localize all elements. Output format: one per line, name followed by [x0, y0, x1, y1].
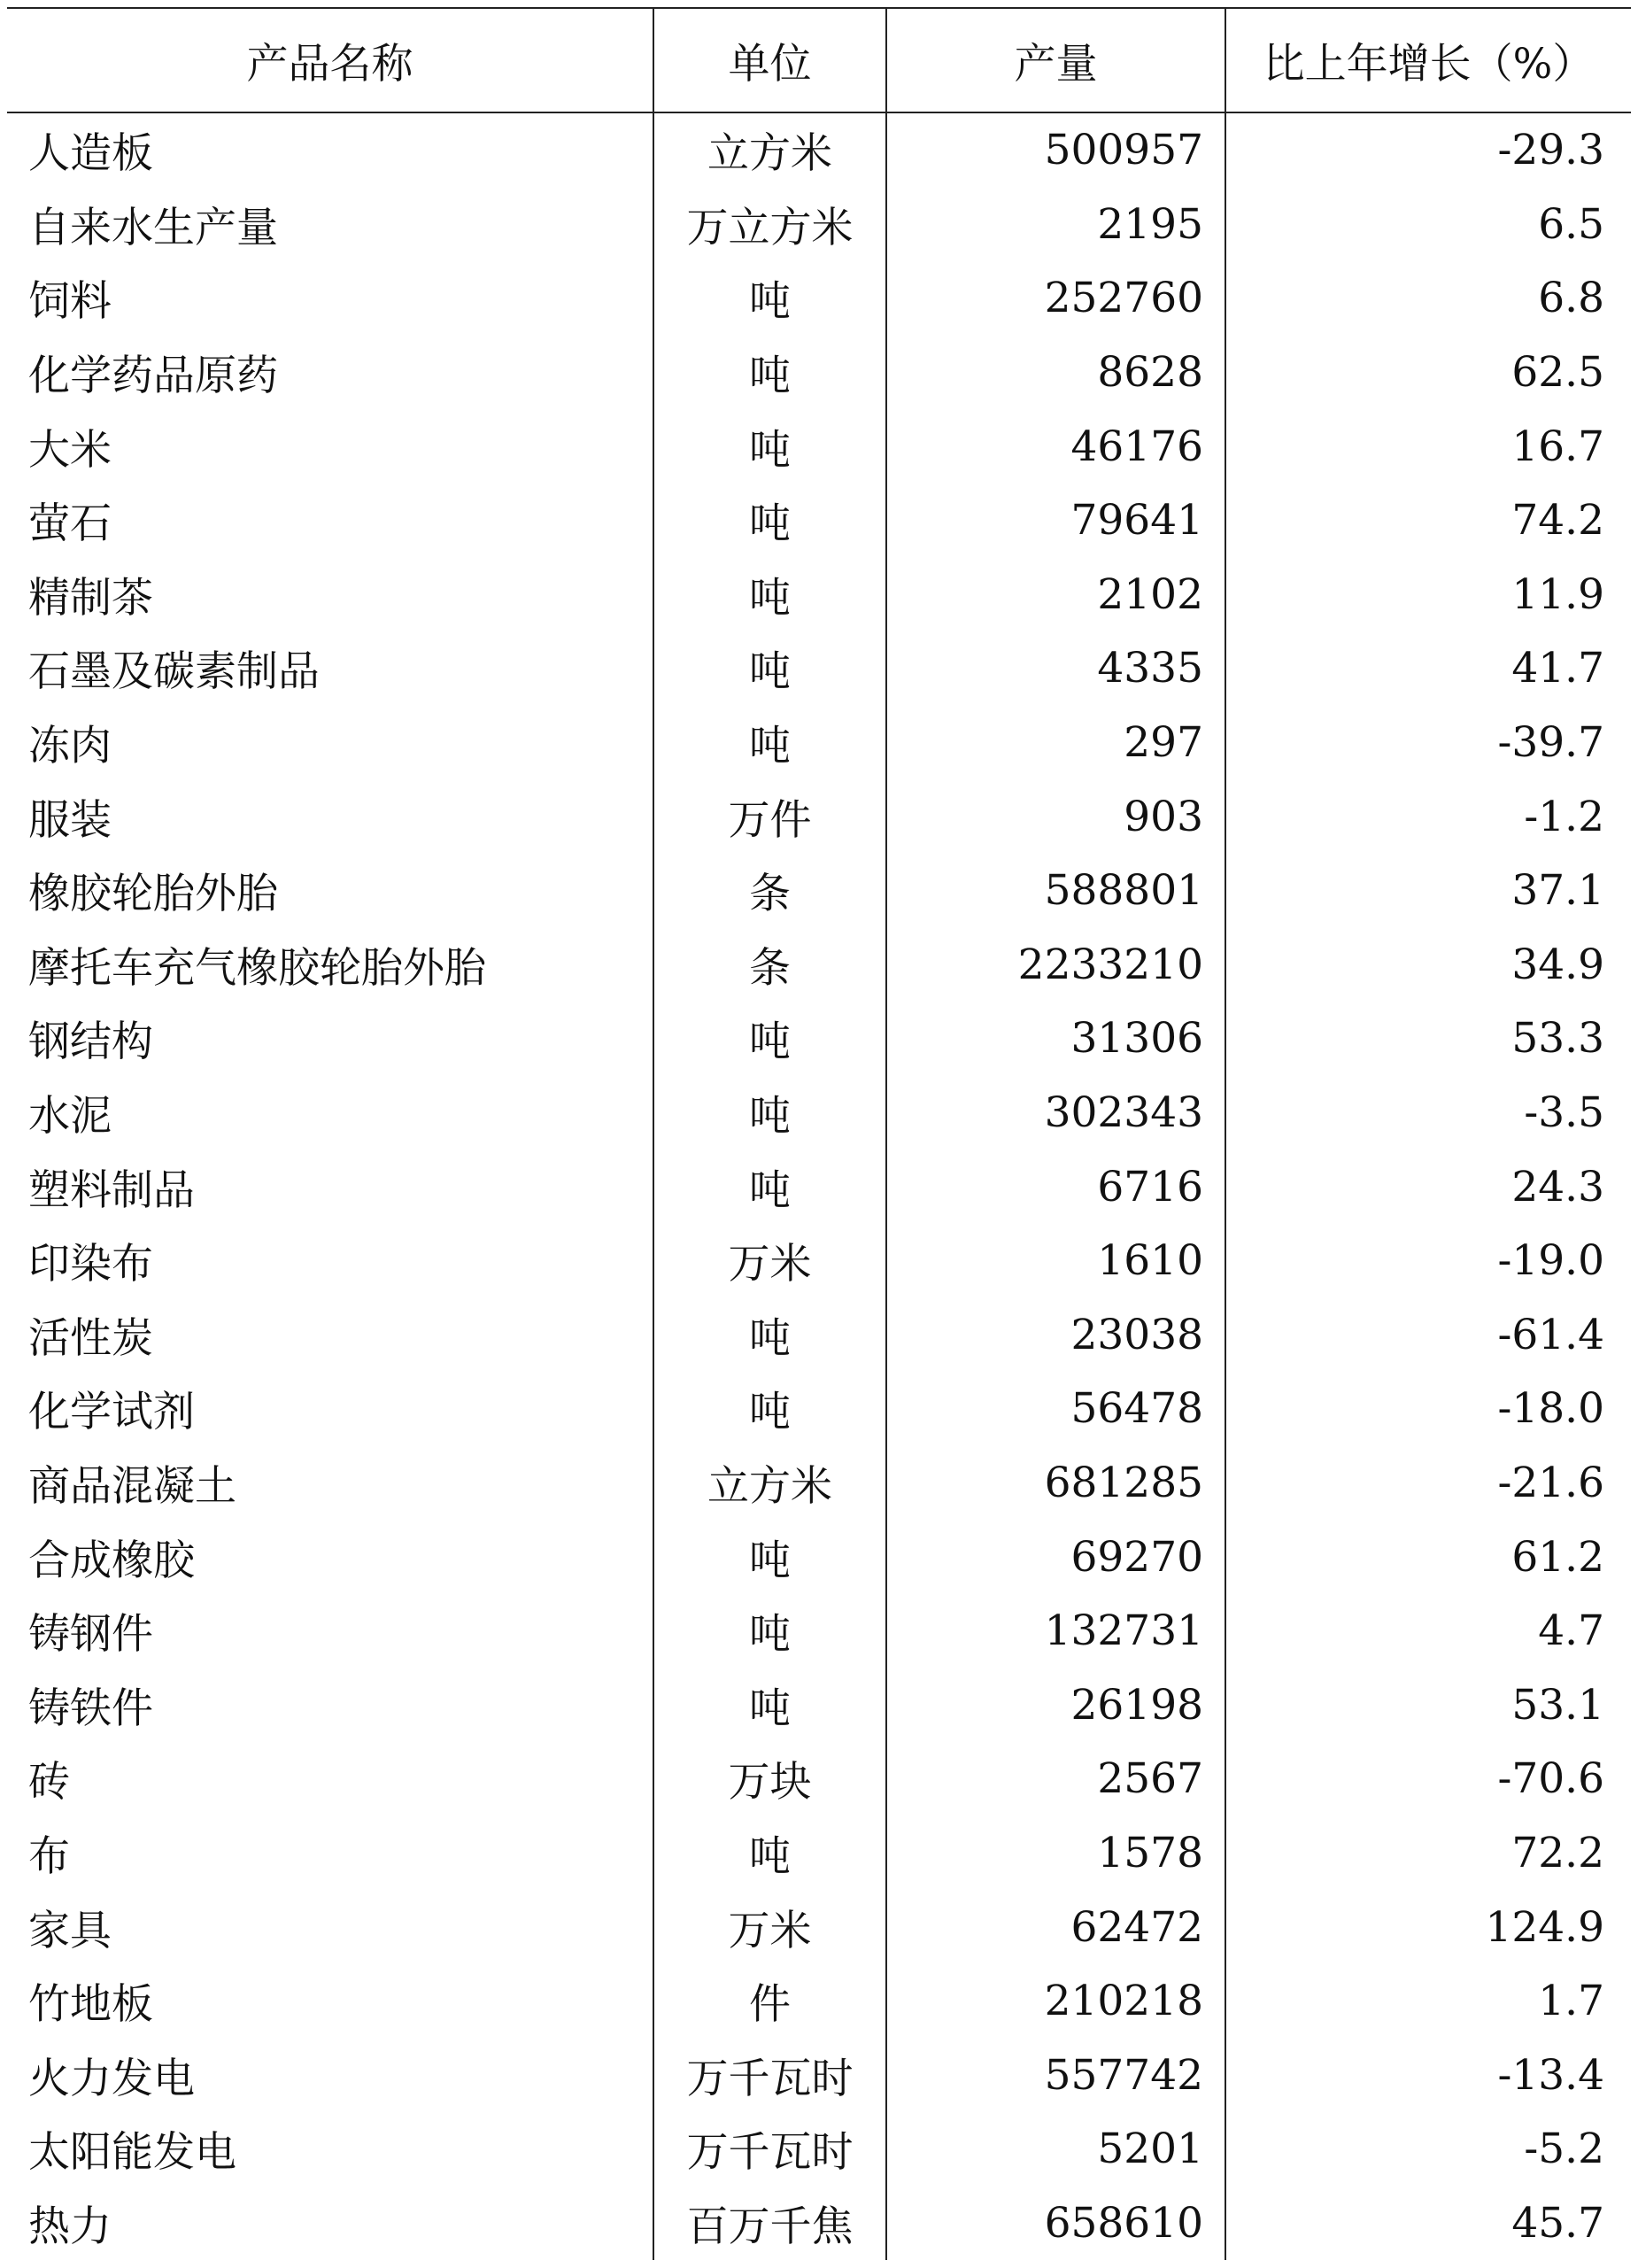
- quantity-cell: 62472: [886, 1890, 1225, 1964]
- unit-cell: 吨: [653, 631, 886, 706]
- table-row: [7, 854, 1631, 928]
- unit-cell: 立方米: [653, 112, 886, 188]
- growth-cell: 53.1: [1225, 1668, 1631, 1742]
- growth-cell: 4.7: [1225, 1594, 1631, 1668]
- product-name-cell: 活性炭: [28, 1313, 153, 1363]
- growth-cell: -29.3: [1225, 112, 1631, 188]
- quantity-cell: 588801: [886, 854, 1225, 928]
- product-name-cell: 家具: [28, 1906, 112, 1955]
- product-name-cell: 精制茶: [28, 573, 153, 623]
- product-output-table: [7, 7, 1631, 2260]
- table-header: [7, 8, 1631, 112]
- growth-cell: 72.2: [1225, 1816, 1631, 1891]
- table-row: [7, 409, 1631, 484]
- growth-cell: 124.9: [1225, 1890, 1631, 1964]
- product-name-cell: 合成橡胶: [28, 1536, 195, 1585]
- table-row: [7, 1964, 1631, 2039]
- product-name-cell: 大米: [28, 425, 112, 475]
- unit-cell: 吨: [653, 1149, 886, 1224]
- table-row: [7, 2038, 1631, 2112]
- quantity-cell: 252760: [886, 261, 1225, 336]
- unit-cell: 件: [653, 1964, 886, 2039]
- product-name-cell: 饲料: [28, 277, 112, 327]
- table-row: [7, 2112, 1631, 2187]
- unit-cell: 万千瓦时: [653, 2038, 886, 2112]
- growth-cell: 24.3: [1225, 1149, 1631, 1224]
- unit-cell: 吨: [653, 706, 886, 780]
- header-growth: 比上年增长（%）: [1225, 8, 1631, 112]
- quantity-cell: 903: [886, 779, 1225, 854]
- unit-cell: 吨: [653, 1372, 886, 1446]
- quantity-cell: 23038: [886, 1298, 1225, 1373]
- quantity-cell: 31306: [886, 1002, 1225, 1076]
- product-name-cell: 热力: [28, 2202, 112, 2251]
- product-name-cell: 摩托车充气橡胶轮胎外胎: [28, 943, 486, 993]
- growth-cell: 41.7: [1225, 631, 1631, 706]
- product-name-cell: 萤石: [28, 499, 112, 549]
- product-name-cell: 布: [28, 1831, 70, 1881]
- quantity-cell: 1578: [886, 1816, 1225, 1891]
- unit-cell: 吨: [653, 1594, 886, 1668]
- unit-cell: 万米: [653, 1890, 886, 1964]
- growth-cell: 6.5: [1225, 188, 1631, 262]
- growth-cell: 37.1: [1225, 854, 1631, 928]
- growth-cell: 11.9: [1225, 558, 1631, 632]
- table-row: [7, 484, 1631, 558]
- product-name-cell: 竹地板: [28, 1980, 153, 2030]
- quantity-cell: 500957: [886, 112, 1225, 188]
- header-unit: 单位: [653, 8, 886, 112]
- quantity-cell: 26198: [886, 1668, 1225, 1742]
- quantity-cell: 297: [886, 706, 1225, 780]
- quantity-cell: 56478: [886, 1372, 1225, 1446]
- unit-cell: 吨: [653, 1002, 886, 1076]
- unit-cell: 万件: [653, 779, 886, 854]
- quantity-cell: 46176: [886, 409, 1225, 484]
- table-row: [7, 1372, 1631, 1446]
- unit-cell: 吨: [653, 1668, 886, 1742]
- table-row: [7, 558, 1631, 632]
- unit-cell: 万千瓦时: [653, 2112, 886, 2187]
- unit-cell: 吨: [653, 1298, 886, 1373]
- quantity-cell: 2195: [886, 188, 1225, 262]
- growth-cell: -61.4: [1225, 1298, 1631, 1373]
- table-row: [7, 928, 1631, 1002]
- table-row: [7, 1594, 1631, 1668]
- product-name-cell: 服装: [28, 795, 112, 845]
- growth-cell: 34.9: [1225, 928, 1631, 1002]
- product-name-cell: 石墨及碳素制品: [28, 647, 320, 697]
- quantity-cell: 5201: [886, 2112, 1225, 2187]
- unit-cell: 立方米: [653, 1446, 886, 1521]
- unit-cell: 万块: [653, 1742, 886, 1816]
- quantity-cell: 132731: [886, 1594, 1225, 1668]
- growth-cell: -18.0: [1225, 1372, 1631, 1446]
- product-name-cell: 砖: [28, 1758, 70, 1807]
- unit-cell: 万米: [653, 1224, 886, 1298]
- growth-cell: -1.2: [1225, 779, 1631, 854]
- unit-cell: 吨: [653, 409, 886, 484]
- product-name-cell: 钢结构: [28, 1018, 153, 1067]
- growth-cell: 62.5: [1225, 336, 1631, 410]
- growth-cell: -13.4: [1225, 2038, 1631, 2112]
- product-name-cell: 人造板: [28, 129, 153, 179]
- table-row: [7, 336, 1631, 410]
- product-name-cell: 冻肉: [28, 722, 112, 771]
- product-name-cell: 太阳能发电: [28, 2128, 236, 2178]
- product-name-cell: 铸钢件: [28, 1610, 153, 1660]
- table-row: [7, 188, 1631, 262]
- quantity-cell: 302343: [886, 1076, 1225, 1150]
- product-name-cell: 商品混凝土: [28, 1461, 236, 1511]
- growth-cell: -5.2: [1225, 2112, 1631, 2187]
- quantity-cell: 2102: [886, 558, 1225, 632]
- table-row: [7, 1520, 1631, 1594]
- header-quantity: 产量: [886, 8, 1225, 112]
- table-row: [7, 1224, 1631, 1298]
- table-row: [7, 1002, 1631, 1076]
- growth-cell: -19.0: [1225, 1224, 1631, 1298]
- growth-cell: 53.3: [1225, 1002, 1631, 1076]
- quantity-cell: 69270: [886, 1520, 1225, 1594]
- quantity-cell: 8628: [886, 336, 1225, 410]
- product-name-cell: 铸铁件: [28, 1684, 153, 1733]
- unit-cell: 吨: [653, 558, 886, 632]
- unit-cell: 吨: [653, 484, 886, 558]
- quantity-cell: 6716: [886, 1149, 1225, 1224]
- growth-cell: -21.6: [1225, 1446, 1631, 1521]
- quantity-cell: 2567: [886, 1742, 1225, 1816]
- product-name-cell: 水泥: [28, 1092, 112, 1142]
- table-row: [7, 2187, 1631, 2261]
- product-name-cell: 印染布: [28, 1240, 153, 1289]
- table-row: [7, 631, 1631, 706]
- product-name-cell: 化学药品原药: [28, 352, 278, 401]
- growth-cell: 16.7: [1225, 409, 1631, 484]
- table-body: [7, 112, 1631, 2260]
- growth-cell: -3.5: [1225, 1076, 1631, 1150]
- growth-cell: 6.8: [1225, 261, 1631, 336]
- growth-cell: 61.2: [1225, 1520, 1631, 1594]
- product-name-cell: 自来水生产量: [28, 203, 278, 252]
- unit-cell: 百万千焦: [653, 2187, 886, 2261]
- growth-cell: -70.6: [1225, 1742, 1631, 1816]
- quantity-cell: 1610: [886, 1224, 1225, 1298]
- table-row: [7, 112, 1631, 188]
- growth-cell: 1.7: [1225, 1964, 1631, 2039]
- table-row: [7, 1890, 1631, 1964]
- quantity-cell: 557742: [886, 2038, 1225, 2112]
- product-name-cell: 塑料制品: [28, 1165, 195, 1215]
- table-row: [7, 1668, 1631, 1742]
- quantity-cell: 210218: [886, 1964, 1225, 2039]
- table-row: [7, 1816, 1631, 1891]
- growth-cell: 74.2: [1225, 484, 1631, 558]
- quantity-cell: 4335: [886, 631, 1225, 706]
- quantity-cell: 658610: [886, 2187, 1225, 2261]
- table-row: [7, 1149, 1631, 1224]
- growth-cell: 45.7: [1225, 2187, 1631, 2261]
- table-row: [7, 1742, 1631, 1816]
- unit-cell: 条: [653, 854, 886, 928]
- product-output-sheet: [7, 7, 1631, 2260]
- product-name-cell: 化学试剂: [28, 1388, 195, 1437]
- unit-cell: 吨: [653, 1076, 886, 1150]
- table-row: [7, 1076, 1631, 1150]
- quantity-cell: 2233210: [886, 928, 1225, 1002]
- unit-cell: 万立方米: [653, 188, 886, 262]
- quantity-cell: 681285: [886, 1446, 1225, 1521]
- unit-cell: 吨: [653, 1520, 886, 1594]
- product-name-cell: 橡胶轮胎外胎: [28, 870, 278, 919]
- table-row: [7, 1298, 1631, 1373]
- header-product-name: 产品名称: [7, 8, 653, 112]
- quantity-cell: 79641: [886, 484, 1225, 558]
- table-row: [7, 261, 1631, 336]
- unit-cell: 条: [653, 928, 886, 1002]
- growth-cell: -39.7: [1225, 706, 1631, 780]
- table-row: [7, 706, 1631, 780]
- table-row: [7, 1446, 1631, 1521]
- unit-cell: 吨: [653, 1816, 886, 1891]
- table-row: [7, 779, 1631, 854]
- unit-cell: 吨: [653, 336, 886, 410]
- header-row: [7, 8, 1631, 112]
- product-name-cell: 火力发电: [28, 2054, 195, 2103]
- unit-cell: 吨: [653, 261, 886, 336]
